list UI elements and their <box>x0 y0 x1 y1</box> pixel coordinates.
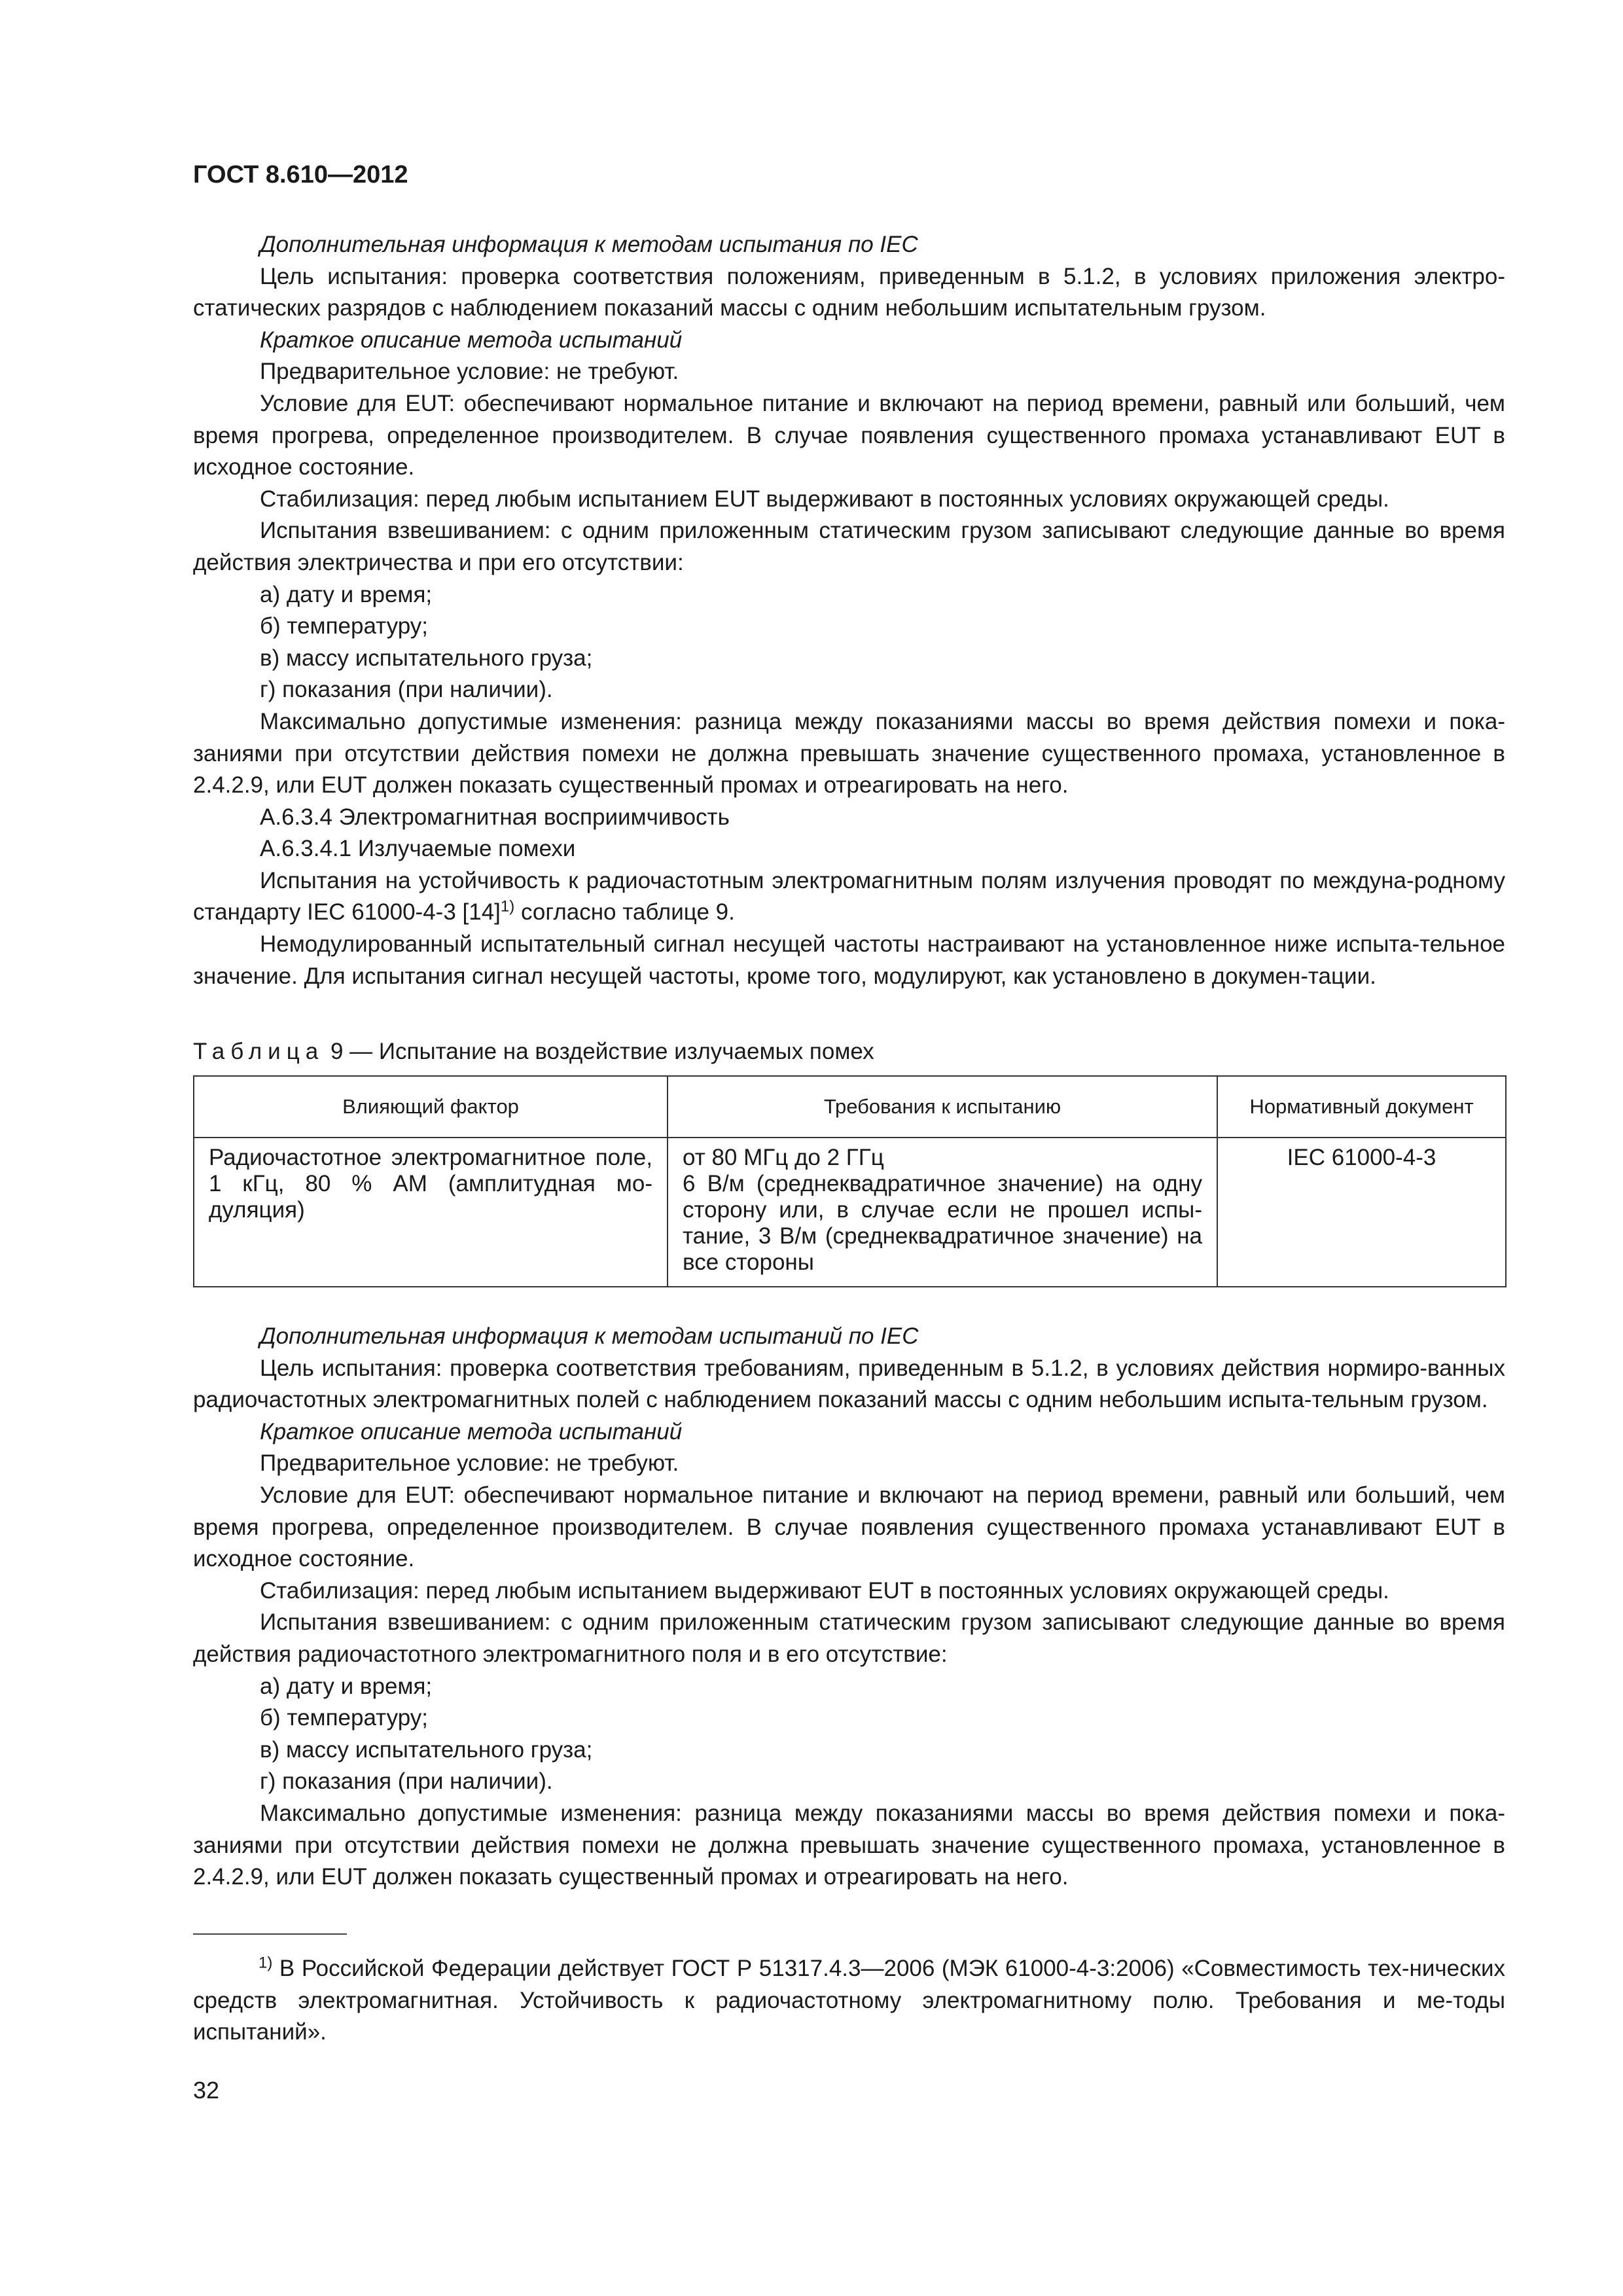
section-esd-info <box>193 229 1505 992</box>
paragraph: Предварительное условие: не требуют. <box>260 359 679 385</box>
radio-immunity-text-end: согласно таблице 9. <box>514 899 735 925</box>
footnote-ref[interactable]: 1) <box>500 897 515 916</box>
list-item: б) температуру; <box>260 1705 428 1731</box>
footnote-separator <box>193 1933 347 1935</box>
page-number: 32 <box>193 2077 220 2104</box>
paragraph-carrier-signal: Немодулированный испытательный сигнал несущей частоты настраивают на установленное ниже испыта-тельное значение. Для испытания сигнал несущей частоты, кроме того, модулируют, как установлено в докумен-тации. <box>193 931 1505 989</box>
footnote-marker: 1) <box>259 1954 273 1972</box>
section-radio-info <box>193 1321 1505 1893</box>
standard-header: ГОСТ 8.610—2012 <box>193 161 408 188</box>
list-item: А.6.3.4 Электромагнитная восприимчивость <box>260 804 730 830</box>
column-header-requirements: Требования к испытанию <box>668 1076 1217 1138</box>
section-esd-paragraphs <box>193 229 1505 865</box>
paragraph: Стабилизация: перед любым испытанием EUT выдерживают в постоянных условиях окружающей среды. <box>260 486 1389 512</box>
list-item: а) дату и время; <box>260 1673 433 1699</box>
list-item: в) массу испытательного груза; <box>260 645 593 671</box>
list-item: А.6.3.4.1 Излучаемые помехи <box>260 836 576 862</box>
requirement-field-strength: 6 В/м (среднеквадратичное значение) на одну сторону или, в случае если не прошел испы-тание, 3 В/м (среднеквадратичное значение) на все стороны <box>683 1171 1202 1275</box>
table-caption-word: Таблица <box>193 1039 325 1064</box>
paragraph: Цель испытания: проверка соответствия положениям, приведенным в 5.1.2, в условиях приложения электро-статических разрядов с наблюдением показаний массы с одним небольшим испытательным грузом. <box>193 263 1505 321</box>
cell-factor: Радиочастотное электромагнитное поле, 1 кГц, 80 % AM (амплитудная мо-дуляция) <box>194 1138 668 1287</box>
list-item: б) температуру; <box>260 613 428 639</box>
footnote <box>193 1953 1505 2049</box>
paragraph: Испытания взвешиванием: с одним приложенным статическим грузом записывают следующие данные во время действия радиочастотного электромагнитного поля и в его отсутствие: <box>193 1609 1505 1667</box>
list-item: г) показания (при наличии). <box>260 677 553 703</box>
paragraph: Максимально допустимые изменения: разница между показаниями массы во время действия помехи и пока-заниями при отсутствии действия помехи не должна превышать значение существенного промаха, установленное в 2.4.2.9, или EUT должен показать существенный промах и отреагировать на него. <box>193 708 1505 798</box>
table-row <box>194 1138 1506 1287</box>
paragraph: Краткое описание метода испытаний <box>260 327 683 353</box>
paragraph: Предварительное условие: не требуют. <box>260 1450 679 1477</box>
radio-immunity-text: Испытания на устойчивость к радиочастотным электромагнитным полям излучения проводят по междуна-родному стандарту IEC 61000-4-3 [14] <box>193 867 1505 925</box>
table-header-row <box>194 1076 1506 1138</box>
paragraph: Испытания взвешиванием: с одним приложенным статическим грузом записывают следующие данные во время действия электричества и при его отсутствии: <box>193 518 1505 575</box>
table-caption-title: 9 — Испытание на воздействие излучаемых помех <box>324 1039 874 1064</box>
paragraph: Цель испытания: проверка соответствия требованиям, приведенным в 5.1.2, в условиях действия нормиро-ванных радиочастотных электромагнитных полей с наблюдением показаний массы с одним небольшим испыта-тельным грузом. <box>193 1355 1505 1413</box>
column-header-factor: Влияющий фактор <box>194 1076 668 1138</box>
paragraph: Стабилизация: перед любым испытанием выдерживают EUT в постоянных условиях окружающей среды. <box>260 1577 1389 1604</box>
paragraph: Дополнительная информация к методам испытания по IEC <box>260 232 918 257</box>
paragraph: Дополнительная информация к методам испытаний по IEC <box>260 1323 919 1349</box>
footnote-text: В Российской Федерации действует ГОСТ Р 51317.4.3—2006 (МЭК 61000-4-3:2006) «Совместимость тех-нических средств электромагнитная. Устойчивость к радиочастотному электромагнитному полю. Требования и ме-тоды испытаний». <box>193 1956 1505 2045</box>
paragraph-radio-immunity <box>193 865 1505 929</box>
paragraph: Краткое описание метода испытаний <box>260 1418 683 1444</box>
list-item: г) показания (при наличии). <box>260 1768 553 1795</box>
list-item: а) дату и время; <box>260 581 433 607</box>
list-item: в) массу испытательного груза; <box>260 1736 593 1763</box>
cell-document: IEC 61000-4-3 <box>1217 1138 1506 1287</box>
requirement-frequency-range: от 80 МГц до 2 ГГц <box>683 1145 884 1170</box>
column-header-document: Нормативный документ <box>1217 1076 1506 1138</box>
paragraph: Условие для EUT: обеспечивают нормальное питание и включают на период времени, равный или больший, чем время прогрева, определенное производителем. В случае появления существенного промаха устанавливают EUT в исходное состояние. <box>193 1482 1505 1572</box>
paragraph: Максимально допустимые изменения: разница между показаниями массы во время действия помехи и пока-заниями при отсутствии действия помехи не должна превышать значение существенного промаха, установленное в 2.4.2.9, или EUT должен показать существенный промах и отреагировать на него. <box>193 1800 1505 1890</box>
paragraph: Условие для EUT: обеспечивают нормальное питание и включают на период времени, равный или больший, чем время прогрева, определенное производителем. В случае появления существенного промаха устанавливают EUT в исходное состояние. <box>193 390 1505 480</box>
cell-requirements <box>668 1138 1217 1287</box>
table-caption <box>193 1036 874 1068</box>
table-radiated-disturbances <box>193 1075 1507 1287</box>
section-radio-paragraphs <box>193 1321 1505 1893</box>
